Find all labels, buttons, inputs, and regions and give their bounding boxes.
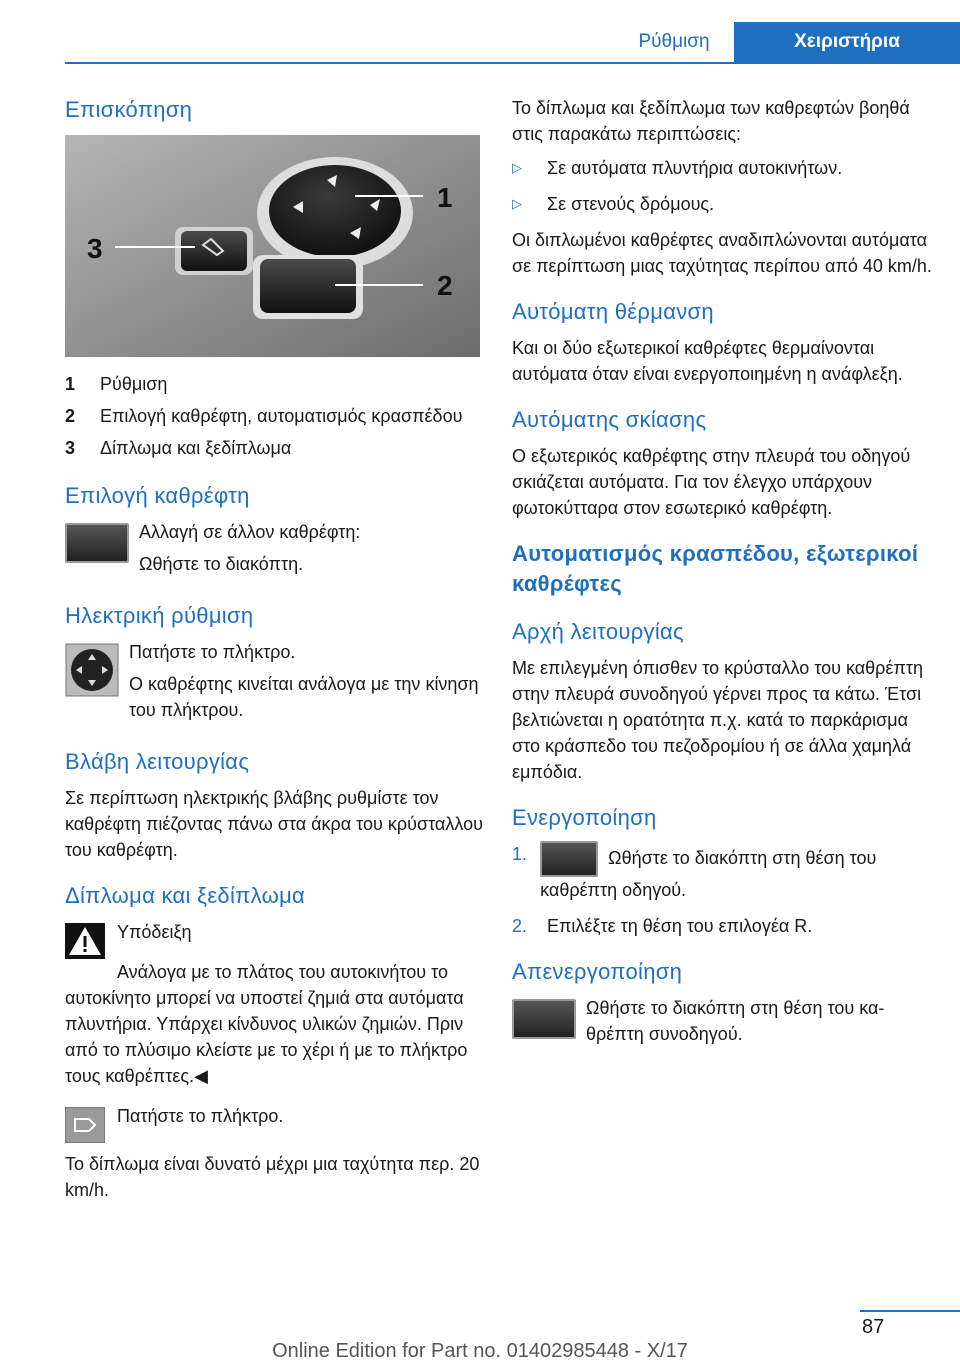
header-rule xyxy=(65,62,960,64)
step-text: Ωθήστε το διακόπτη στη θέση του καθρέπτη οδηγού. xyxy=(540,847,877,900)
legend-item xyxy=(65,403,485,429)
mirror-select-title: Επιλογή καθρέφτη xyxy=(65,483,250,508)
overview-title: Επισκόπηση xyxy=(65,97,193,122)
legend-item xyxy=(65,371,485,397)
principle-title: Αρχή λειτουργίας xyxy=(512,619,684,644)
legend-number: 1 xyxy=(65,374,76,394)
page-header xyxy=(0,22,960,62)
malfunction-title: Βλάβη λειτουργίας xyxy=(65,749,250,774)
selector-switch-icon xyxy=(540,841,598,877)
callout-1: 1 xyxy=(437,182,453,213)
footer-rule xyxy=(860,1310,960,1312)
auto-unfold-text: Οι διπλωμένοι καθρέφτες αναδιπλώνονται αυτόματα σε περίπτωση μιας ταχύτητας περίπου από 40 km/h. xyxy=(512,230,932,276)
electric-adjust-text-1: Πατήστε το πλήκτρο. xyxy=(129,642,296,662)
mirror-control-figure xyxy=(65,135,480,357)
header-section-label: Ρύθμιση xyxy=(638,31,710,52)
electric-adjust-text-2: Ο καθρέφτης κινείται ανάλογα με την κίνηση του πλήκτρου. xyxy=(129,674,479,720)
bullet-text: Σε αυτόματα πλυντήρια αυτοκινήτων. xyxy=(547,158,843,178)
electric-adjust-block xyxy=(65,639,485,729)
bullet-triangle-icon: ▷ xyxy=(512,160,522,175)
activation-title: Ενεργοποίηση xyxy=(512,805,657,830)
fold-cases-list xyxy=(512,155,932,217)
callout-3: 3 xyxy=(87,233,103,264)
principle-text: Με επιλεγμένη όπισθεν το κρύσταλλο του καθρέπτη στην πλευρά συνοδηγού γέρνει προς τα κάτω. Έτσι βελτιώνεται η ορατότητα π.χ. κατά το παρκάρισμα στο κράσπεδο του πεζοδρομίου ή σε άλλα χαμηλά εμπόδια. xyxy=(512,658,923,782)
step-number: 1. xyxy=(512,844,528,864)
fold-speed-text: Το δίπλωμα είναι δυνατό μέχρι μια ταχύτητα περ. 20 km/h. xyxy=(65,1154,480,1200)
fold-press-text: Πατήστε το πλήκτρο. xyxy=(117,1106,284,1126)
fold-title: Δίπλωμα και ξεδίπλωμα xyxy=(65,883,306,908)
callout-2: 2 xyxy=(437,270,453,301)
right-column xyxy=(512,95,932,1061)
mirror-select-text-1: Αλλαγή σε άλλον καθρέφτη: xyxy=(139,522,361,542)
legend-number: 2 xyxy=(65,406,76,426)
mirror-select-block xyxy=(65,519,485,583)
adjust-knob-icon xyxy=(65,643,119,697)
legend-text: Ρύθμιση xyxy=(100,374,168,394)
deactivation-title: Απενεργοποίηση xyxy=(512,959,683,984)
curb-function-title: Αυτοματισμός κρασπέδου, εξωτερικοί καθρέφτες xyxy=(512,541,919,596)
bullet-text: Σε στενούς δρόμους. xyxy=(547,194,715,214)
electric-adjust-title: Ηλεκτρική ρύθμιση xyxy=(65,603,254,628)
dimming-title: Αυτόματης σκίασης xyxy=(512,407,707,432)
list-item xyxy=(512,191,932,217)
list-item xyxy=(512,841,932,903)
step-number: 2. xyxy=(512,916,528,936)
fold-button-block xyxy=(65,1103,485,1143)
page-number: 87 xyxy=(862,1316,885,1338)
deactivation-text: Ωθήστε το διακόπτη στη θέση του καθρέπτη συνοδηγού. xyxy=(586,998,885,1044)
legend-number: 3 xyxy=(65,438,76,458)
left-column xyxy=(65,95,485,1211)
warning-triangle-icon xyxy=(65,923,105,959)
activation-steps xyxy=(512,841,932,939)
selector-switch-icon xyxy=(512,999,576,1039)
bullet-triangle-icon: ▷ xyxy=(512,196,522,211)
legend-text: Δίπλωμα και ξεδίπλωμα xyxy=(100,438,292,458)
fold-intro-text: Το δίπλωμα και ξεδίπλωμα των καθρεφτών βοηθά στις παρακάτω περιπτώσεις: xyxy=(512,98,910,144)
dimming-text: Ο εξωτερικός καθρέφτης στην πλευρά του οδηγού σκιάζεται αυτόματα. Για τον έλεγχο υπάρχουν φωτοκύτταρα στον εσωτερικό καθρέφτη. xyxy=(512,446,911,518)
list-item xyxy=(512,913,932,939)
legend-text: Επιλογή καθρέφτη, αυτοματισμός κρασπέδου xyxy=(100,406,463,426)
malfunction-text: Σε περίπτωση ηλεκτρικής βλάβης ρυθμίστε τον καθρέφτη πιέζοντας πάνω στα άκρα του κρύσταλλου του καθρέφτη. xyxy=(65,788,483,860)
deactivation-block xyxy=(512,995,932,1053)
selector-switch-icon xyxy=(65,523,129,563)
step-text: Επιλέξτε τη θέση του επιλογέα R. xyxy=(547,916,813,936)
mirror-control-illustration xyxy=(65,135,480,357)
mirror-select-text-2: Ωθήστε το διακόπτη. xyxy=(139,554,304,574)
warning-label: Υπόδειξη xyxy=(117,922,192,942)
edition-footer: Online Edition for Part no. 01402985448 - X/17 xyxy=(272,1340,688,1362)
warning-text: Ανάλογα με το πλάτος του αυτοκινήτου το αυτοκίνητο μπορεί να υποστεί ζημιά στα αυτόματα πλυντήρια. Υπάρχει κίνδυνος υλικών ζημιών. Πριν από το πλύσιμο κλείστε με το χέρι ή με το πλήκτρο τους καθρέπτες.◀ xyxy=(65,962,468,1086)
figure-legend xyxy=(65,371,485,461)
heating-text: Και οι δύο εξωτερικοί καθρέφτες θερμαίνονται αυτόματα όταν είναι ενεργοποιημένη η ανάφλεξη. xyxy=(512,338,903,384)
warning-note xyxy=(65,919,485,959)
fold-button-icon xyxy=(65,1107,105,1143)
heating-title: Αυτόματη θέρμανση xyxy=(512,299,714,324)
header-chapter-label: Χειριστήρια xyxy=(734,22,960,62)
legend-item xyxy=(65,435,485,461)
list-item xyxy=(512,155,932,181)
